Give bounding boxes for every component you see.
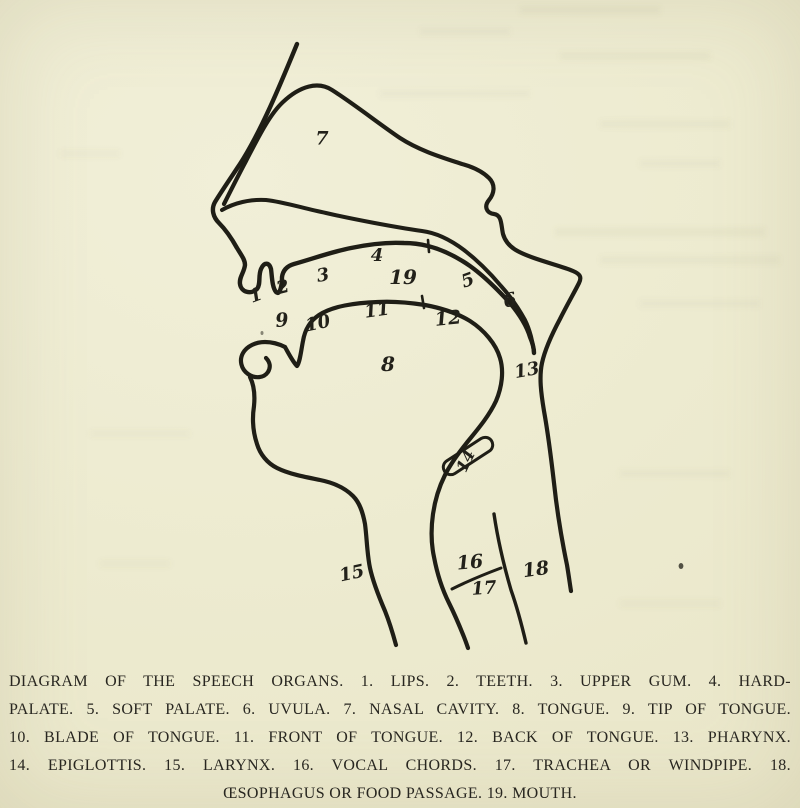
organ-label-vocal-chords: 16 <box>455 550 485 575</box>
organ-label-lips: 1 <box>246 283 266 308</box>
organ-label-teeth: 2 <box>274 275 292 300</box>
organ-label-nasal-cavity: 7 <box>315 127 329 150</box>
caption-line: 10. BLADE OF TONGUE. 11. FRONT OF TONGUE. 12. BACK OF TONGUE. 13. PHARYNX. <box>9 729 791 746</box>
organ-label-oesophagus: 18 <box>521 556 551 583</box>
print-through-texture <box>60 6 780 607</box>
organ-label-back-of-tongue: 12 <box>433 306 463 331</box>
organ-label-blade-of-tongue: 10 <box>303 310 333 337</box>
nasal-floor-outline <box>222 200 534 352</box>
organ-label-tip-of-tongue: 9 <box>274 308 290 333</box>
caption-line: PALATE. 5. SOFT PALATE. 6. UVULA. 7. NASAL CAVITY. 8. TONGUE. 9. TIP OF TONGUE. <box>9 701 791 718</box>
organ-label-epiglottis: 14 <box>452 446 479 475</box>
palate-tick-mark <box>428 240 429 252</box>
organ-label-trachea: 17 <box>470 577 498 600</box>
organ-label-soft-palate: 5 <box>458 268 478 293</box>
caption-line: DIAGRAM OF THE SPEECH ORGANS. 1. LIPS. 2. TEETH. 3. UPPER GUM. 4. HARD- <box>9 673 791 690</box>
organ-label-pharynx: 13 <box>512 357 542 384</box>
organ-label-mouth: 19 <box>389 265 417 289</box>
organ-label-tongue: 8 <box>381 352 395 376</box>
organ-label-uvula: 6 <box>500 288 519 313</box>
figure-caption <box>9 668 791 808</box>
trachea-line <box>494 514 526 643</box>
organ-label-front-of-tongue: 11 <box>363 298 391 323</box>
ink-speck <box>261 331 264 335</box>
organ-label-larynx: 15 <box>337 560 367 587</box>
caption-line: 14. EPIGLOTTIS. 15. LARYNX. 16. VOCAL CHORDS. 17. TRACHEA OR WINDPIPE. 18. <box>9 757 791 774</box>
nasal-cavity-and-pharynx-outline <box>224 86 580 591</box>
organ-label-upper-gum: 3 <box>314 264 331 287</box>
caption-line: ŒSOPHAGUS OR FOOD PASSAGE. 19. MOUTH. <box>223 785 577 802</box>
lip-chin-jaw-outline <box>241 342 396 645</box>
organ-label-hard-palate: 4 <box>370 245 384 266</box>
ink-speck <box>679 563 684 569</box>
